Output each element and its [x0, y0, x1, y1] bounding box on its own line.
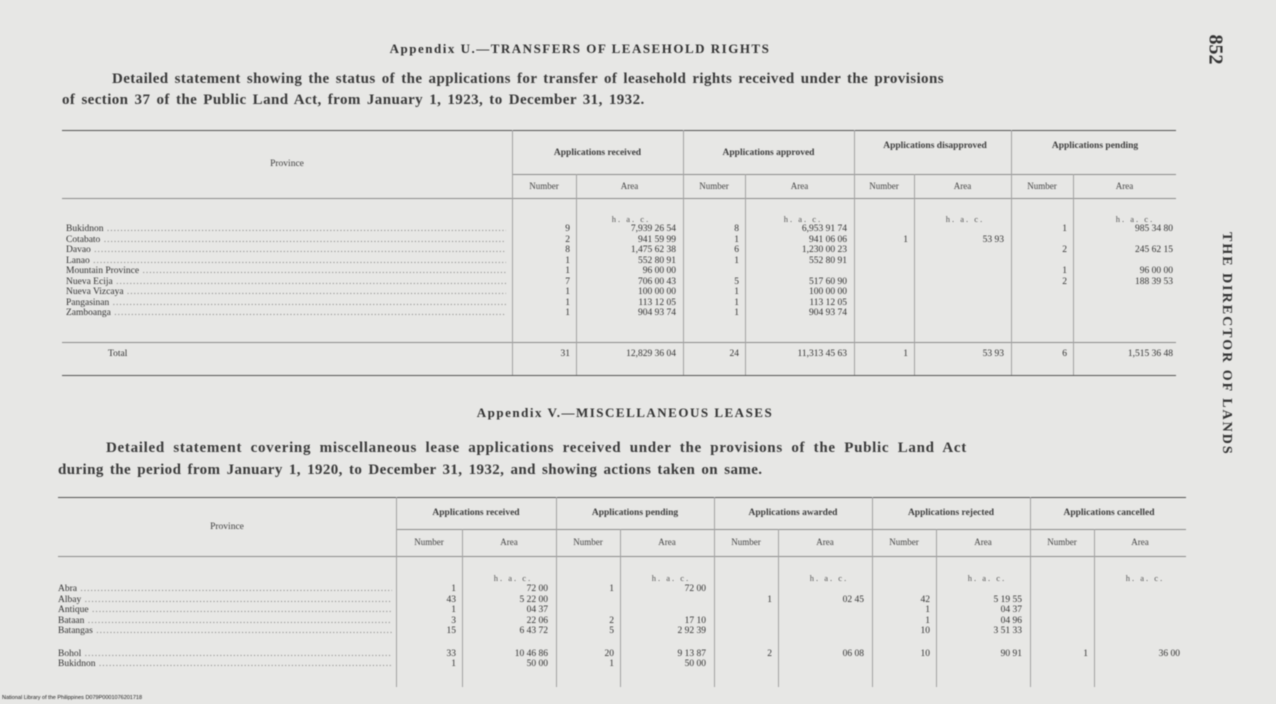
total-value: 24: [729, 349, 739, 359]
province-cell: Zamboanga .....: [66, 308, 506, 319]
table-row: [66, 287, 1176, 298]
received-area-cell: 100 00 00: [638, 287, 676, 297]
approved-area-cell: 904 93 74: [809, 308, 847, 318]
received-area-cell: 941 59 99: [638, 234, 676, 245]
received-number-cell: 9: [565, 224, 570, 234]
area-header: Area: [790, 181, 809, 191]
table-row: [66, 224, 1176, 235]
province-cell: Bataan .....: [58, 616, 392, 627]
received-number-cell: 33: [446, 648, 456, 659]
total-value: 53 93: [982, 349, 1004, 359]
group-header: Applications pending: [591, 508, 679, 518]
appendix-v-rows: [58, 584, 1186, 670]
number-header: Number: [529, 181, 559, 191]
received-number-cell: 1: [451, 605, 456, 615]
awarded-number-cell: 2: [767, 648, 772, 659]
total-label: Total: [108, 349, 128, 359]
province-cell: Lanao .....: [66, 256, 506, 267]
approved-number-cell: 1: [734, 308, 739, 318]
province-cell: Batangas .....: [58, 626, 392, 637]
number-header: Number: [414, 537, 444, 547]
area-header: Area: [816, 537, 834, 547]
received-area-cell: 904 93 74: [638, 308, 676, 318]
group-header: Applications pending: [1051, 141, 1139, 151]
received-area-cell: 96 00 00: [642, 266, 676, 276]
header-bottom-rule: [58, 556, 1186, 557]
pending-area-cell: 2 92 39: [677, 626, 706, 636]
area-header: Area: [953, 181, 972, 191]
area-header: Area: [974, 537, 992, 547]
pending-number-cell: 1: [1062, 224, 1067, 234]
number-header: Number: [731, 537, 761, 547]
header-bottom-rule: [62, 198, 1176, 199]
table-row: [58, 605, 1186, 616]
rejected-area-cell: 04 37: [1000, 605, 1022, 615]
pending-area-cell: 985 34 80: [1135, 224, 1173, 234]
table-row: [58, 595, 1186, 606]
table-row: [58, 659, 1186, 670]
unit-label: h. a. c.: [493, 573, 533, 583]
number-header: Number: [869, 181, 899, 191]
pending-area-cell: 50 00: [684, 659, 706, 669]
received-number-cell: 15: [446, 626, 456, 636]
table-row: [58, 584, 1186, 595]
pending-number-cell: 2: [1062, 276, 1067, 287]
header-mid-rule: [512, 174, 1176, 175]
appendix-v-title: Appendix V.—MISCELLANEOUS LEASES: [476, 405, 774, 420]
approved-area-cell: 552 80 91: [809, 255, 847, 266]
group-header: Applications approved: [722, 148, 815, 158]
province-cell: Mountain Province .....: [66, 266, 506, 277]
pending-number-cell: 1: [609, 584, 614, 594]
province-cell: Davao .....: [66, 245, 506, 256]
table-row: [66, 277, 1176, 288]
group-header: Applications rejected: [907, 508, 995, 518]
received-area-cell: 552 80 91: [638, 255, 676, 266]
table-row: [58, 649, 1186, 660]
received-area-cell: 22 06: [526, 615, 548, 626]
number-header: Number: [573, 537, 603, 547]
total-value: 1,515 36 48: [1127, 349, 1173, 359]
received-area-cell: 113 12 05: [638, 297, 676, 308]
approved-area-cell: 6,953 91 74: [801, 224, 847, 234]
appendix-u-description-line1: Detailed statement showing the status of the applications for transfer of leasehold rights received under the provisions: [112, 71, 944, 87]
received-area-cell: 7,939 26 54: [630, 224, 676, 234]
pending-number-cell: 2: [1062, 245, 1067, 255]
unit-label: h. a. c.: [1125, 573, 1165, 583]
province-cell: Bukidnon .....: [58, 659, 392, 670]
rejected-area-cell: 04 96: [1000, 615, 1022, 626]
province-header: Province: [210, 522, 244, 532]
appendix-v-description-line2: during the period from January 1, 1920, to December 31, 1932, and showing actions taken on same.: [58, 462, 763, 478]
pending-number-cell: 20: [604, 648, 614, 659]
province-cell: Bukidnon .....: [66, 224, 506, 235]
area-header: Area: [1131, 537, 1149, 547]
province-cell: Antique .....: [58, 605, 392, 616]
group-header: Applications received: [553, 148, 642, 158]
unit-label: h. a. c.: [809, 573, 849, 583]
running-head: THE DIRECTOR OF LANDS: [1219, 232, 1234, 456]
table-row: [58, 616, 1186, 627]
pending-area-cell: 9 13 87: [677, 648, 706, 659]
awarded-number-cell: 1: [767, 594, 772, 605]
received-area-cell: 50 00: [526, 659, 548, 669]
awarded-area-cell: 02 45: [842, 594, 864, 605]
table-row: [66, 256, 1176, 267]
table-row: [66, 245, 1176, 256]
number-header: Number: [699, 181, 729, 191]
group-header: Applications cancelled: [1063, 508, 1155, 518]
pending-area-cell: 17 10: [684, 615, 706, 626]
number-header: Number: [889, 537, 919, 547]
total-value: 31: [560, 349, 570, 359]
pending-area-cell: 72 00: [684, 584, 706, 594]
table-top-rule: [58, 497, 1186, 498]
unit-label: h. a. c.: [1115, 214, 1155, 224]
unit-label: h. a. c.: [967, 573, 1007, 583]
approved-area-cell: 100 00 00: [809, 287, 847, 297]
pending-area-cell: 188 39 53: [1135, 276, 1173, 287]
area-header: Area: [658, 537, 676, 547]
received-number-cell: 1: [565, 287, 570, 297]
table-bottom-rule: [62, 375, 1176, 376]
received-area-cell: 04 37: [526, 605, 548, 615]
cancelled-area-cell: 36 00: [1158, 648, 1180, 659]
table-row: [58, 626, 1186, 637]
approved-area-cell: 1,230 00 23: [801, 245, 847, 255]
number-header: Number: [1047, 537, 1077, 547]
table-row: [66, 235, 1176, 246]
received-area-cell: 706 00 43: [638, 276, 676, 287]
page-number: 852: [1204, 34, 1227, 65]
group-header: Applications disapproved: [883, 141, 987, 151]
received-number-cell: 1: [565, 308, 570, 318]
received-area-cell: 6 43 72: [519, 626, 548, 636]
area-header: Area: [500, 537, 518, 547]
approved-area-cell: 517 60 90: [809, 276, 847, 287]
total-value: 1: [903, 349, 908, 359]
disapproved-number-cell: 1: [903, 234, 908, 245]
header-mid-rule: [396, 529, 1186, 530]
received-number-cell: 1: [565, 297, 570, 308]
received-number-cell: 8: [565, 245, 570, 255]
approved-number-cell: 6: [734, 245, 739, 255]
received-number-cell: 3: [451, 615, 456, 626]
pending-number-cell: 1: [609, 659, 614, 669]
unit-label: h. a. c.: [651, 573, 691, 583]
received-number-cell: 1: [451, 659, 456, 669]
table-row: [66, 308, 1176, 319]
table-row: [66, 266, 1176, 277]
province-cell: Abra .....: [58, 584, 392, 595]
group-header: Applications awarded: [748, 508, 838, 518]
library-footer: National Library of the Philippines D079P0001076201718: [2, 695, 143, 701]
pending-area-cell: 96 00 00: [1139, 266, 1173, 276]
disapproved-area-cell: 53 93: [982, 234, 1004, 245]
approved-number-cell: 8: [734, 224, 739, 234]
rejected-area-cell: 3 51 33: [993, 626, 1022, 636]
approved-number-cell: 1: [734, 255, 739, 266]
cancelled-number-cell: 1: [1083, 648, 1088, 659]
total-value: 6: [1062, 349, 1067, 359]
received-number-cell: 1: [565, 266, 570, 276]
received-area-cell: 5 22 00: [519, 594, 548, 605]
province-cell: Cotabato .....: [66, 235, 506, 246]
province-cell: Pangasinan .....: [66, 298, 506, 309]
number-header: Number: [1027, 181, 1057, 191]
received-area-cell: 10 46 86: [514, 648, 548, 659]
approved-number-cell: 5: [734, 276, 739, 287]
total-value: 11,313 45 63: [797, 349, 847, 359]
province-cell: Nueva Ecija .....: [66, 277, 506, 288]
table-row: [66, 298, 1176, 309]
rejected-number-cell: 1: [925, 615, 930, 626]
received-area-cell: 1,475 62 38: [630, 245, 676, 255]
received-number-cell: 43: [446, 594, 456, 605]
appendix-u-title: Appendix U.—TRANSFERS OF LEASEHOLD RIGHTS: [389, 41, 771, 56]
rejected-number-cell: 10: [920, 648, 930, 659]
approved-area-cell: 113 12 05: [809, 297, 847, 308]
approved-area-cell: 941 06 06: [809, 234, 847, 245]
unit-label: h. a. c.: [945, 214, 985, 224]
pending-number-cell: 5: [609, 626, 614, 636]
received-number-cell: 1: [565, 255, 570, 266]
appendix-v-description-line1: Detailed statement covering miscellaneous lease applications received under the provisions of the Public Land Act: [106, 440, 967, 456]
rejected-area-cell: 5 19 55: [993, 594, 1022, 605]
approved-number-cell: 1: [734, 234, 739, 245]
province-cell: Nueva Vizcaya .....: [66, 287, 506, 298]
received-number-cell: 7: [565, 276, 570, 287]
rejected-number-cell: 10: [920, 626, 930, 636]
province-header: Province: [270, 159, 304, 169]
appendix-u-description-line2: of section 37 of the Public Land Act, from January 1, 1923, to December 31, 1932.: [62, 92, 645, 108]
received-area-cell: 72 00: [526, 584, 548, 594]
total-value: 12,829 36 04: [626, 349, 676, 359]
rejected-area-cell: 90 91: [1000, 648, 1022, 659]
approved-number-cell: 1: [734, 297, 739, 308]
approved-number-cell: 1: [734, 287, 739, 297]
unit-label: h. a. c.: [783, 214, 823, 224]
pending-number-cell: 2: [609, 615, 614, 626]
pending-number-cell: 1: [1062, 266, 1067, 276]
appendix-u-rows: [66, 224, 1176, 319]
group-header: Applications received: [432, 508, 520, 518]
province-cell: Albay .....: [58, 595, 392, 606]
area-header: Area: [1115, 181, 1134, 191]
rejected-number-cell: 1: [925, 605, 930, 615]
rejected-number-cell: 42: [920, 594, 930, 605]
received-number-cell: 2: [565, 234, 570, 245]
total-rule: [62, 342, 1176, 343]
province-cell: Bohol .....: [58, 649, 392, 660]
received-number-cell: 1: [451, 584, 456, 594]
area-header: Area: [620, 181, 639, 191]
unit-label: h. a. c.: [611, 214, 651, 224]
pending-area-cell: 245 62 15: [1135, 245, 1173, 255]
awarded-area-cell: 06 08: [842, 648, 864, 659]
table-top-rule: [62, 130, 1176, 131]
